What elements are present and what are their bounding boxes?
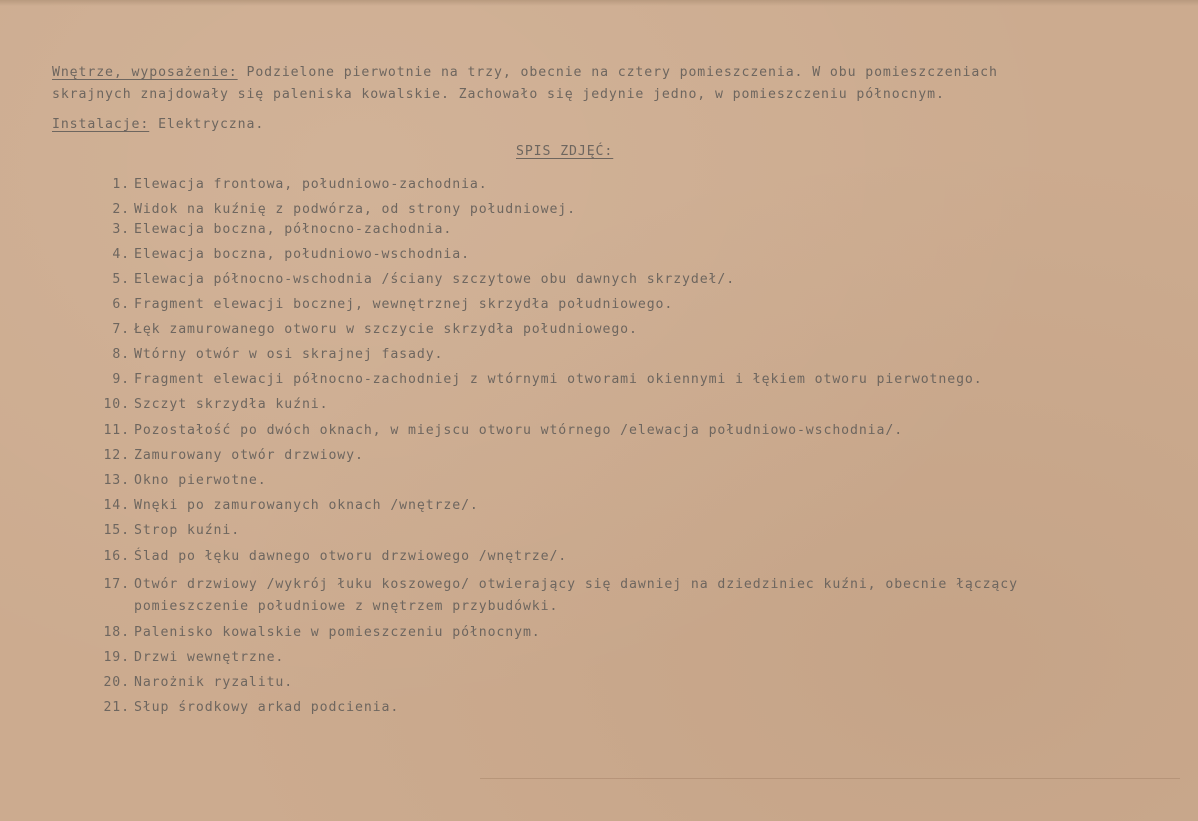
list-item-number: 9. [112,372,130,387]
list-item-number: 8. [112,347,130,362]
list-item-number: 13. [103,473,130,488]
list-item [86,649,284,667]
list-item-text: Szczyt skrzydła kuźni. [134,397,329,412]
list-item-number: 3. [112,222,130,237]
list-item-number: 2. [112,202,130,217]
paper-fold-line [480,778,1180,779]
list-item-text: Fragment elewacji północno-zachodniej z wtórnymi otworami okiennymi i łękiem otworu pierwotnego. [134,372,983,387]
instalacje-text: Elektryczna. [158,117,265,132]
list-item-text: Ślad po łęku dawnego otworu drzwiowego /wnętrze/. [134,549,568,564]
list-item-text: Elewacja frontowa, południowo-zachodnia. [134,177,488,192]
list-item-text: Otwór drzwiowy /wykrój łuku koszowego/ otwierający się dawniej na dziedziniec kuźni, obecnie łączący [134,577,1018,592]
list-item [86,422,903,440]
list-item-text: Słup środkowy arkad podcienia. [134,700,400,715]
wnetrze-text-2: skrajnych znajdowały się paleniska kowalskie. Zachowało się jedynie jedno, w pomieszczeniu północnym. [52,87,945,102]
list-item-text: Pozostałość po dwóch oknach, w miejscu otworu wtórnego /elewacja południowo-wschodnia/. [134,423,904,438]
list-item-number: 10. [103,397,130,412]
list-item [86,346,443,364]
list-item-text: Elewacja północno-wschodnia /ściany szczytowe obu dawnych skrzydeł/. [134,272,736,287]
list-item-text: Narożnik ryzalitu. [134,675,294,690]
list-item-number: 6. [112,297,130,312]
list-item-text: Wnęki po zamurowanych oknach /wnętrze/. [134,498,479,513]
list-item [86,576,1018,594]
list-item [86,221,452,239]
list-item-text: Zamurowany otwór drzwiowy. [134,448,364,463]
instalacje-line [52,116,264,134]
wnetrze-text-1: Podzielone pierwotnie na trzy, obecnie na cztery pomieszczenia. W obu pomieszczeniach [246,65,998,80]
corner-mark [1150,6,1198,14]
list-item-text: Strop kuźni. [134,523,241,538]
list-item [86,522,240,540]
wnetrze-line-2 [52,86,945,104]
list-item [86,246,470,264]
list-item-number: 16. [103,549,130,564]
list-item-text: Fragment elewacji bocznej, wewnętrznej skrzydła południowego. [134,297,674,312]
list-item-number: 12. [103,448,130,463]
list-item [86,371,983,389]
list-item-text: Elewacja boczna, północno-zachodnia. [134,222,453,237]
list-item-text: Widok na kuźnię z podwórza, od strony południowej. [134,202,576,217]
list-item-number: 21. [103,700,130,715]
list-item-number: 5. [112,272,130,287]
list-item-number: 19. [103,650,130,665]
list-item-text: Okno pierwotne. [134,473,267,488]
list-item-continuation: pomieszczenie południowe z wnętrzem przybudówki. [134,599,559,614]
list-item-number: 4. [112,247,130,262]
list-item-text: Łęk zamurowanego otworu w szczycie skrzydła południowego. [134,322,638,337]
list-item-number: 17. [103,577,130,592]
list-item [86,699,399,717]
list-item-number: 7. [112,322,130,337]
list-item [86,447,364,465]
list-item-text: Palenisko kowalskie w pomieszczeniu północnym. [134,625,541,640]
wnetrze-line-1 [52,64,998,82]
list-item-text: Drzwi wewnętrzne. [134,650,285,665]
list-item-number: 18. [103,625,130,640]
page-top-edge [0,0,1198,6]
list-item-number: 14. [103,498,130,513]
list-item-number: 20. [103,675,130,690]
list-item [86,548,567,566]
list-item [86,472,267,490]
list-item [86,271,735,289]
list-item [86,624,541,642]
list-item [86,201,576,219]
list-item [86,396,328,414]
list-item-text: Wtórny otwór w osi skrajnej fasady. [134,347,444,362]
list-item [86,321,638,339]
list-item-text: Elewacja boczna, południowo-wschodnia. [134,247,470,262]
list-item [86,497,479,515]
wnetrze-label: Wnętrze, wyposażenie: [52,65,238,80]
instalacje-label: Instalacje: [52,117,150,132]
list-item-number: 1. [112,177,130,192]
list-item [86,296,673,314]
list-item-number: 11. [103,423,130,438]
list-item [86,674,293,692]
list-item-number: 15. [103,523,130,538]
spis-heading: SPIS ZDJĘĆ: [516,144,614,159]
list-item [86,176,488,194]
